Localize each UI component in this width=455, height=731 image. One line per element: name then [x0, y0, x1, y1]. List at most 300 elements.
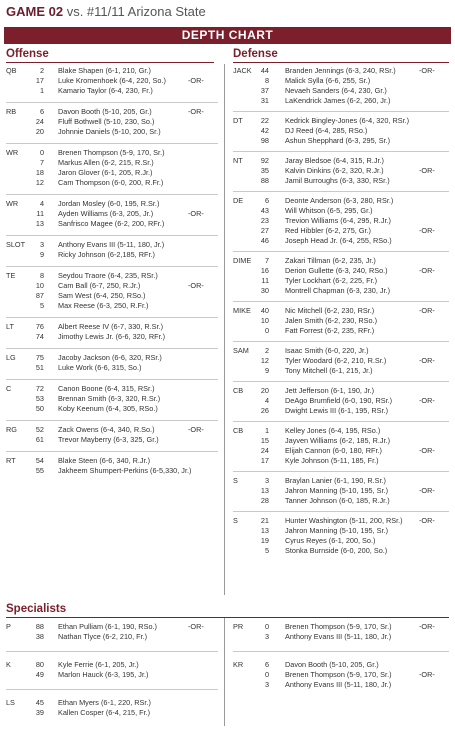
player-name: Trevor Mayberry (6-3, 325, Gr.)	[58, 435, 159, 444]
jersey-number: 88	[260, 176, 269, 185]
player-row	[6, 209, 218, 219]
player-name: Will Whitson (6-5, 295, Gr.)	[285, 206, 373, 215]
group-separator	[233, 111, 449, 112]
position-label: SLOT	[6, 240, 26, 249]
player-name: Nevaeh Sanders (6-4, 230, Gr.)	[285, 86, 387, 95]
player-row	[6, 456, 218, 466]
jersey-number: 7	[39, 158, 44, 167]
group-separator	[6, 194, 218, 195]
group-separator	[6, 451, 218, 452]
group-separator	[233, 651, 449, 652]
position-group	[233, 196, 449, 246]
jersey-number: 52	[35, 425, 44, 434]
jersey-number: 40	[260, 306, 269, 315]
group-separator	[6, 266, 218, 267]
player-row	[233, 76, 449, 86]
player-name: Ethan Myers (6-1, 220, RSr.)	[58, 698, 151, 707]
game-number: GAME 02	[6, 4, 64, 19]
or-separator: -OR-	[419, 306, 435, 315]
or-separator: -OR-	[419, 516, 435, 525]
jersey-number: 2	[39, 66, 44, 75]
player-row	[6, 178, 218, 188]
jersey-number: 9	[39, 250, 44, 259]
player-row	[6, 466, 218, 476]
player-name: Luke Work (6-6, 315, So.)	[58, 363, 142, 372]
jersey-number: 0	[264, 670, 269, 679]
position-label: WR	[6, 148, 19, 157]
position-group	[233, 256, 449, 296]
player-row	[6, 332, 218, 342]
position-label: KR	[233, 660, 244, 669]
player-name: Seydou Traore (6-4, 235, RSr.)	[58, 271, 158, 280]
player-row	[6, 708, 218, 718]
position-label: WR	[6, 199, 19, 208]
position-group	[233, 156, 449, 186]
player-row	[233, 496, 449, 506]
jersey-number: 21	[260, 516, 269, 525]
opponent: vs. #11/11 Arizona State	[66, 4, 206, 19]
player-name: Tony Mitchell (6-1, 215, Jr.)	[285, 366, 373, 375]
player-row	[6, 148, 218, 158]
jersey-number: 26	[260, 406, 269, 415]
player-row	[6, 291, 218, 301]
or-separator: -OR-	[419, 356, 435, 365]
position-label: RB	[6, 107, 17, 116]
position-group	[233, 660, 449, 690]
player-row	[233, 326, 449, 336]
or-separator: -OR-	[419, 266, 435, 275]
jersey-number: 6	[264, 196, 269, 205]
player-row	[6, 199, 218, 209]
or-separator: -OR-	[188, 281, 204, 290]
player-row	[6, 670, 218, 680]
position-group	[6, 698, 218, 718]
or-separator: -OR-	[419, 226, 435, 235]
player-row	[6, 250, 218, 260]
player-name: Anthony Evans III (5-11, 180, Jr.)	[58, 240, 165, 249]
group-separator	[6, 102, 218, 103]
player-name: Blake Steen (6-6, 340, R.Jr.)	[58, 456, 151, 465]
jersey-number: 9	[264, 366, 269, 375]
player-name: DeAgo Brumfield (6-0, 190, RSr.)	[285, 396, 393, 405]
position-group	[6, 148, 218, 188]
jersey-number: 28	[260, 496, 269, 505]
jersey-number: 35	[260, 166, 269, 175]
group-separator	[233, 301, 449, 302]
jersey-number: 42	[260, 126, 269, 135]
jersey-number: 11	[36, 209, 44, 218]
player-name: Nathan Tlyce (6-2, 210, Fr.)	[58, 632, 148, 641]
jersey-number: 3	[264, 632, 269, 641]
player-name: Johnnie Daniels (5-10, 200, Sr.)	[58, 127, 161, 136]
position-group	[6, 199, 218, 229]
or-separator: -OR-	[188, 209, 204, 218]
player-name: Jordan Mosley (6-0, 195, R.Sr.)	[58, 199, 160, 208]
position-label: QB	[6, 66, 17, 75]
player-name: LaKendrick James (6-2, 260, Jr.)	[285, 96, 391, 105]
jersey-number: 18	[35, 168, 44, 177]
jersey-number: 17	[35, 76, 44, 85]
jersey-number: 0	[264, 622, 269, 631]
player-row	[233, 136, 449, 146]
position-label: P	[6, 622, 11, 631]
jersey-number: 1	[39, 86, 44, 95]
defense-rule	[233, 62, 449, 63]
position-group	[233, 346, 449, 376]
position-label: MIKE	[233, 306, 251, 315]
jersey-number: 0	[39, 148, 44, 157]
player-name: Cam Thompson (6-0, 200, R.Fr.)	[58, 178, 164, 187]
defense-heading: Defense	[233, 48, 278, 60]
position-label: JACK	[233, 66, 252, 75]
jersey-number: 22	[260, 116, 269, 125]
player-name: Red Hibbler (6-2, 275, Gr.)	[285, 226, 371, 235]
player-row	[6, 425, 218, 435]
or-separator: -OR-	[188, 425, 204, 434]
position-group	[233, 622, 449, 642]
player-name: Jimothy Lewis Jr. (6-6, 320, RFr.)	[58, 332, 166, 341]
position-group	[6, 384, 218, 414]
player-row	[233, 306, 449, 316]
player-row	[233, 436, 449, 446]
jersey-number: 12	[260, 356, 269, 365]
player-name: Deonte Anderson (6-3, 280, RSr.)	[285, 196, 394, 205]
player-row	[6, 301, 218, 311]
player-name: Sanfrisco Magee (6-2, 200, RFr.)	[58, 219, 165, 228]
jersey-number: 92	[260, 156, 269, 165]
player-name: Nic Mitchell (6-2, 230, RSr.)	[285, 306, 375, 315]
jersey-number: 87	[35, 291, 44, 300]
jersey-number: 45	[35, 698, 44, 707]
group-separator	[6, 317, 218, 318]
player-name: Ashun Shepphard (6-3, 295, Sr.)	[285, 136, 391, 145]
position-group	[6, 660, 218, 680]
position-group	[233, 426, 449, 466]
jersey-number: 4	[39, 199, 44, 208]
player-name: Max Reese (6-3, 250, R.Fr.)	[58, 301, 149, 310]
player-row	[233, 226, 449, 236]
player-row	[6, 353, 218, 363]
player-name: Anthony Evans III (5-11, 180, Jr.)	[285, 632, 392, 641]
player-row	[233, 116, 449, 126]
player-row	[6, 107, 218, 117]
player-row	[6, 281, 218, 291]
player-row	[6, 66, 218, 76]
depth-chart-title: DEPTH CHART	[4, 27, 451, 44]
player-name: Malick Sylla (6-6, 255, Sr.)	[285, 76, 371, 85]
game-header	[6, 4, 206, 20]
player-name: Cyrus Reyes (6-1, 200, So.)	[285, 536, 376, 545]
player-name: Davon Booth (5-10, 205, Gr.)	[58, 107, 152, 116]
or-separator: -OR-	[419, 66, 435, 75]
jersey-number: 5	[39, 301, 44, 310]
player-name: Kedrick Bingley-Jones (6-4, 320, RSr.)	[285, 116, 410, 125]
player-name: Albert Reese IV (6-7, 330, R.Sr.)	[58, 322, 164, 331]
position-label: DT	[233, 116, 243, 125]
jersey-number: 88	[35, 622, 44, 631]
position-label: LG	[6, 353, 16, 362]
player-row	[233, 286, 449, 296]
player-row	[233, 446, 449, 456]
player-name: Isaac Smith (6-0, 220, Jr.)	[285, 346, 369, 355]
or-separator: -OR-	[419, 166, 435, 175]
player-name: Zakari Tillman (6-2, 235, Jr.)	[285, 256, 376, 265]
jersey-number: 51	[35, 363, 44, 372]
player-row	[6, 168, 218, 178]
jersey-number: 0	[264, 326, 269, 335]
group-separator	[6, 348, 218, 349]
column-divider	[224, 64, 225, 595]
jersey-number: 44	[260, 66, 269, 75]
player-name: Anthony Evans III (5-11, 180, Jr.)	[285, 680, 392, 689]
player-row	[233, 660, 449, 670]
player-row	[233, 236, 449, 246]
group-separator	[233, 421, 449, 422]
player-name: DJ Reed (6-4, 285, RSo.)	[285, 126, 368, 135]
player-row	[233, 206, 449, 216]
jersey-number: 10	[260, 316, 269, 325]
position-label: LS	[6, 698, 15, 707]
or-separator: -OR-	[188, 622, 204, 631]
jersey-number: 3	[39, 240, 44, 249]
position-group	[6, 240, 218, 260]
position-group	[6, 456, 218, 476]
jersey-number: 30	[260, 286, 269, 295]
player-name: Branden Jennings (6-3, 240, RSr.)	[285, 66, 396, 75]
position-label: RG	[6, 425, 17, 434]
player-name: Fluff Bothwell (5-10, 230, So.)	[58, 117, 155, 126]
player-row	[233, 266, 449, 276]
player-row	[6, 322, 218, 332]
jersey-number: 10	[35, 281, 44, 290]
offense-rule	[6, 62, 214, 63]
player-row	[233, 366, 449, 376]
jersey-number: 11	[261, 276, 269, 285]
position-label: NT	[233, 156, 243, 165]
player-name: Derion Gullette (6-3, 240, RSo.)	[285, 266, 388, 275]
player-name: Trevion Williams (6-4, 295, R.Jr.)	[285, 216, 391, 225]
jersey-number: 19	[260, 536, 269, 545]
player-name: Brenen Thompson (5-9, 170, Sr.)	[285, 622, 392, 631]
player-row	[233, 276, 449, 286]
player-row	[233, 426, 449, 436]
jersey-number: 6	[264, 660, 269, 669]
jersey-number: 27	[260, 226, 269, 235]
player-row	[233, 346, 449, 356]
player-name: Kyle Ferrie (6-1, 205, Jr.)	[58, 660, 139, 669]
player-name: Brenen Thompson (5-9, 170, Sr.)	[58, 148, 165, 157]
player-row	[233, 396, 449, 406]
jersey-number: 7	[264, 256, 269, 265]
position-group	[6, 322, 218, 342]
or-separator: -OR-	[419, 396, 435, 405]
group-separator	[233, 511, 449, 512]
player-name: Luke Kromenhoek (6-4, 220, So.)	[58, 76, 166, 85]
player-name: Jahron Manning (5-10, 195, Sr.)	[285, 486, 389, 495]
player-row	[6, 158, 218, 168]
player-row	[6, 632, 218, 642]
jersey-number: 37	[260, 86, 269, 95]
position-label: TE	[6, 271, 16, 280]
player-row	[6, 384, 218, 394]
player-name: Jacoby Jackson (6-6, 320, RSr.)	[58, 353, 162, 362]
position-label: PR	[233, 622, 244, 631]
player-row	[233, 216, 449, 226]
player-name: Canon Boone (6-4, 315, RSr.)	[58, 384, 155, 393]
jersey-number: 20	[260, 386, 269, 395]
jersey-number: 13	[260, 526, 269, 535]
player-row	[6, 127, 218, 137]
player-row	[233, 670, 449, 680]
player-name: Montrell Chapman (6-3, 230, Jr.)	[285, 286, 391, 295]
player-row	[233, 176, 449, 186]
player-name: Kamario Taylor (6-4, 230, Fr.)	[58, 86, 153, 95]
player-name: Zack Owens (6-4, 340, R.So.)	[58, 425, 155, 434]
player-row	[233, 166, 449, 176]
position-group	[233, 66, 449, 106]
position-label: K	[6, 660, 11, 669]
group-separator	[6, 651, 218, 652]
player-row	[233, 196, 449, 206]
player-name: Koby Keenum (6-4, 305, RSo.)	[58, 404, 158, 413]
or-separator: -OR-	[188, 107, 204, 116]
position-group	[6, 107, 218, 137]
player-row	[6, 117, 218, 127]
jersey-number: 24	[260, 446, 269, 455]
jersey-number: 54	[35, 456, 44, 465]
player-name: Markus Allen (6-2, 215, R.Sr.)	[58, 158, 154, 167]
player-row	[233, 356, 449, 366]
player-name: Joseph Head Jr. (6-4, 255, RSo.)	[285, 236, 392, 245]
position-group	[233, 116, 449, 146]
jersey-number: 76	[35, 322, 44, 331]
player-name: Stonka Burnside (6-0, 200, So.)	[285, 546, 388, 555]
position-group	[6, 622, 218, 642]
jersey-number: 8	[264, 76, 269, 85]
player-name: Jamil Burroughs (6-3, 330, RSr.)	[285, 176, 390, 185]
player-row	[233, 622, 449, 632]
jersey-number: 74	[35, 332, 44, 341]
player-name: Jaron Glover (6-1, 205, R.Jr.)	[58, 168, 153, 177]
player-row	[6, 394, 218, 404]
player-row	[233, 126, 449, 136]
player-name: Braylan Lanier (6-1, 190, R.Sr.)	[285, 476, 386, 485]
jersey-number: 23	[260, 216, 269, 225]
group-separator	[233, 251, 449, 252]
player-name: Tanner Johnson (6-0, 185, R.Jr.)	[285, 496, 390, 505]
jersey-number: 24	[35, 117, 44, 126]
or-separator: -OR-	[419, 486, 435, 495]
player-row	[233, 526, 449, 536]
group-separator	[6, 235, 218, 236]
player-row	[233, 486, 449, 496]
jersey-number: 49	[35, 670, 44, 679]
position-group	[6, 66, 218, 96]
specialists-divider	[224, 618, 225, 726]
player-name: Marlon Hauck (6-3, 195, Jr.)	[58, 670, 149, 679]
position-label: CB	[233, 426, 244, 435]
group-separator	[233, 381, 449, 382]
player-name: Brenen Thompson (5-9, 170, Sr.)	[285, 670, 392, 679]
player-name: Kalvin Dinkins (6-2, 320, R.Jr.)	[285, 166, 384, 175]
player-name: Jakheem Shumpert-Perkins (6-5,330, Jr.)	[58, 466, 192, 475]
player-row	[6, 219, 218, 229]
player-row	[6, 698, 218, 708]
group-separator	[6, 143, 218, 144]
player-name: Kyle Johnson (5-11, 185, Fr.)	[285, 456, 379, 465]
group-separator	[233, 191, 449, 192]
jersey-number: 13	[35, 219, 44, 228]
position-group	[233, 476, 449, 506]
position-group	[233, 306, 449, 336]
player-row	[233, 546, 449, 556]
player-name: Jett Jefferson (6-1, 190, Jr.)	[285, 386, 375, 395]
player-name: Cam Ball (6-7, 250, R.Jr.)	[58, 281, 141, 290]
player-row	[6, 404, 218, 414]
jersey-number: 31	[260, 96, 269, 105]
offense-heading: Offense	[6, 48, 49, 60]
player-row	[233, 406, 449, 416]
position-label: S	[233, 516, 238, 525]
player-name: Elijah Cannon (6-0, 180, RFr.)	[285, 446, 382, 455]
player-row	[6, 622, 218, 632]
player-row	[6, 660, 218, 670]
position-label: RT	[6, 456, 16, 465]
player-name: Fatt Forrest (6-2, 235, RFr.)	[285, 326, 375, 335]
player-row	[233, 256, 449, 266]
position-label: C	[6, 384, 12, 393]
position-label: DE	[233, 196, 244, 205]
jersey-number: 98	[260, 136, 269, 145]
or-separator: -OR-	[419, 670, 435, 679]
position-group	[233, 516, 449, 556]
jersey-number: 61	[35, 435, 44, 444]
player-row	[233, 632, 449, 642]
specialists-rule	[6, 617, 449, 618]
player-name: Jaray Bledsoe (6-4, 315, R.Jr.)	[285, 156, 384, 165]
position-label: S	[233, 476, 238, 485]
jersey-number: 55	[35, 466, 44, 475]
jersey-number: 50	[35, 404, 44, 413]
jersey-number: 5	[264, 546, 269, 555]
player-row	[6, 86, 218, 96]
jersey-number: 17	[260, 456, 269, 465]
player-name: Davon Booth (5-10, 205, Gr.)	[285, 660, 379, 669]
player-row	[6, 435, 218, 445]
position-group	[6, 425, 218, 445]
position-label: DIME	[233, 256, 252, 265]
jersey-number: 8	[39, 271, 44, 280]
jersey-number: 3	[264, 680, 269, 689]
or-separator: -OR-	[188, 76, 204, 85]
jersey-number: 16	[260, 266, 269, 275]
or-separator: -OR-	[419, 622, 435, 631]
position-group	[6, 271, 218, 311]
jersey-number: 39	[35, 708, 44, 717]
jersey-number: 72	[35, 384, 44, 393]
jersey-number: 75	[35, 353, 44, 362]
player-row	[233, 476, 449, 486]
jersey-number: 53	[35, 394, 44, 403]
player-name: Sam West (6-4, 250, RSo.)	[58, 291, 146, 300]
player-name: Hunter Washington (5-11, 200, RSr.)	[285, 516, 403, 525]
jersey-number: 13	[260, 486, 269, 495]
player-name: Jahron Manning (5-10, 195, Sr.)	[285, 526, 389, 535]
player-row	[6, 363, 218, 373]
player-row	[233, 86, 449, 96]
jersey-number: 6	[39, 107, 44, 116]
jersey-number: 43	[260, 206, 269, 215]
